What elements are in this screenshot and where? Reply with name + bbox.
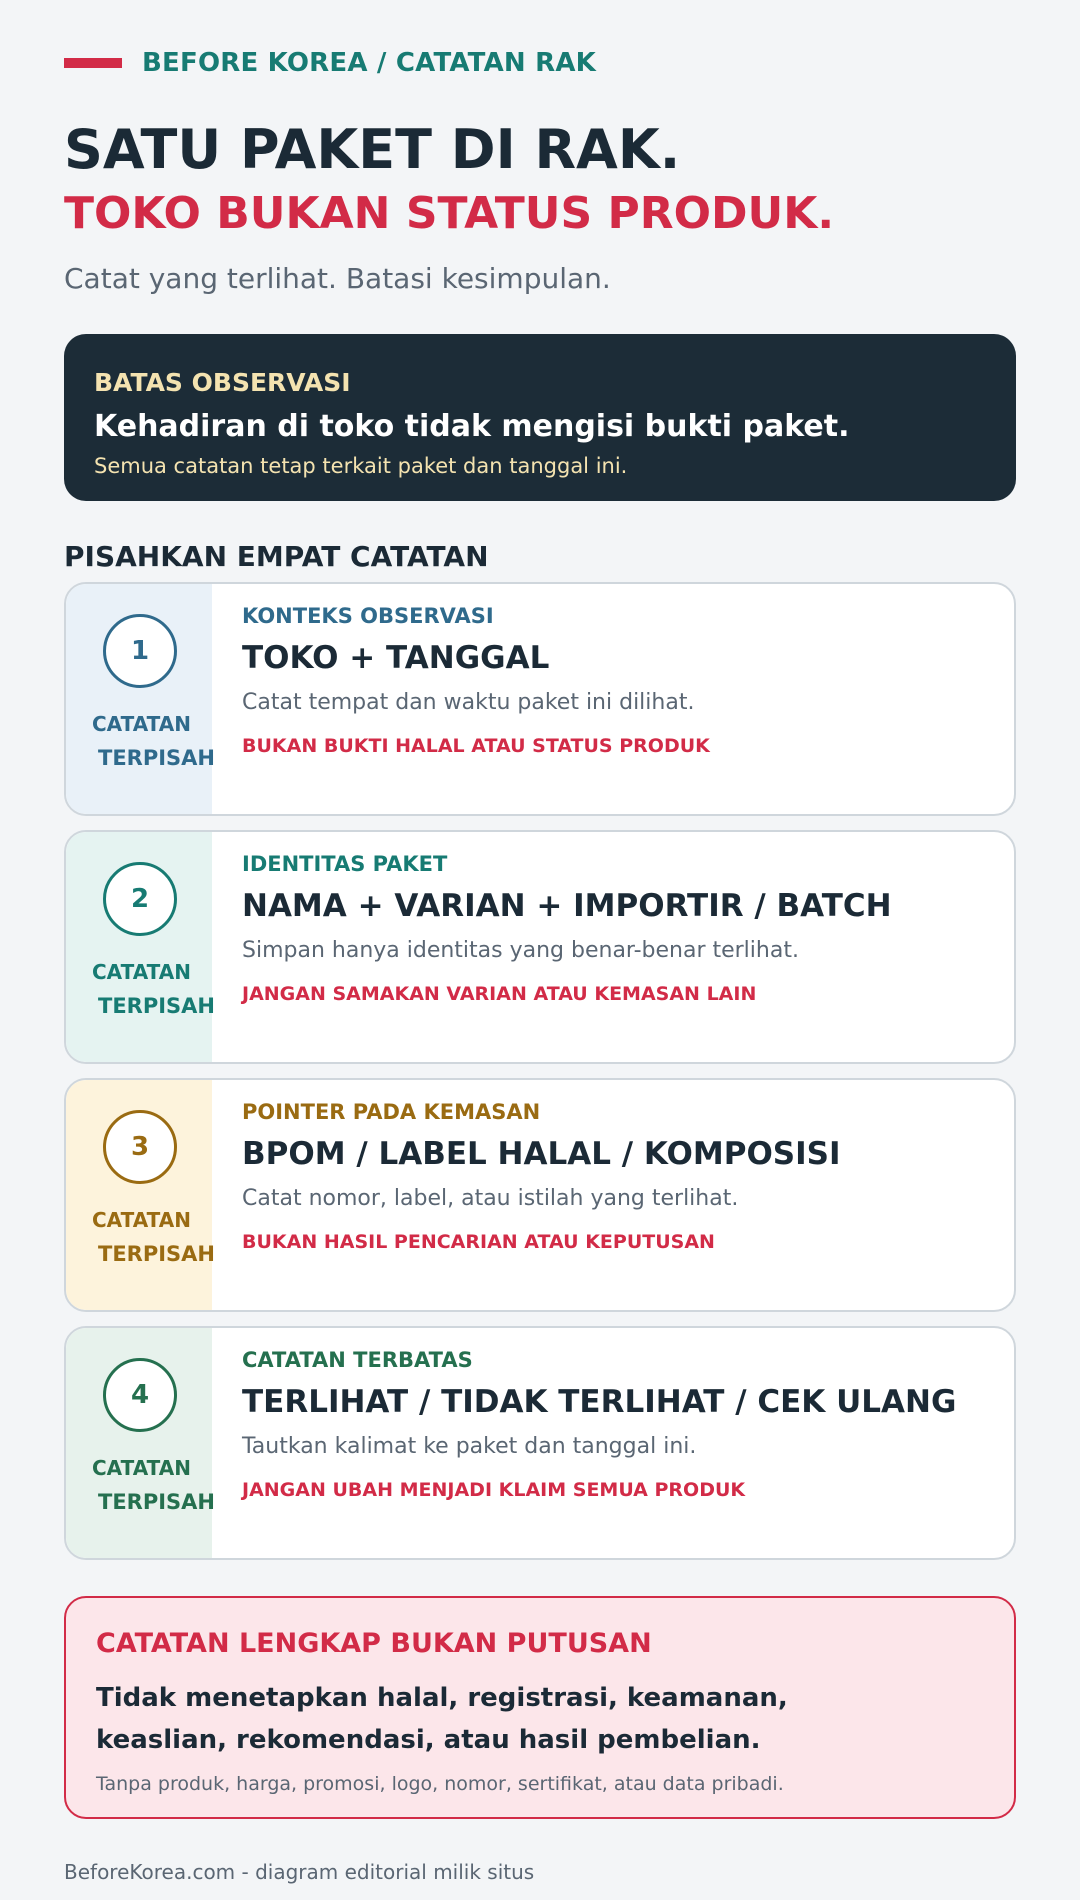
section-title: PISAHKAN EMPAT CATATAN [64,540,489,573]
step-number-badge: 3 [103,1110,177,1184]
page-title-highlight: TOKO BUKAN STATUS PRODUK. [64,188,835,239]
kicker-text: BEFORE KOREA / CATATAN RAK [142,48,597,78]
note-subtext: Tanpa produk, harga, promosi, logo, nomor, sertifikat, atau data pribadi. [96,1773,784,1795]
banner-subtext: Semua catatan tetap terkait paket dan tanggal ini. [94,454,628,478]
kicker [64,48,596,78]
disclaimer-note [64,1596,1016,1819]
card-body [242,1348,994,1501]
footer-credit: BeforeKorea.com - diagram editorial milik situs [64,1860,535,1884]
card-side-panel [66,832,215,1062]
note-card-1 [64,582,1016,816]
card-body [242,852,994,1005]
banner-label: BATAS OBSERVASI [94,368,351,397]
card-title: BPOM / LABEL HALAL / KOMPOSISI [242,1136,841,1172]
step-number-badge: 1 [103,614,177,688]
note-card-3 [64,1078,1016,1312]
card-description: Catat tempat dan waktu paket ini dilihat. [242,690,695,715]
note-title: CATATAN LENGKAP BUKAN PUTUSAN [96,1628,652,1659]
page-title: SATU PAKET DI RAK. [64,118,681,181]
card-category: KONTEKS OBSERVASI [242,604,494,628]
side-label: TERPISAH [98,746,215,770]
card-description: Tautkan kalimat ke paket dan tanggal ini. [242,1434,697,1459]
card-warning: JANGAN UBAH MENJADI KLAIM SEMUA PRODUK [242,1479,746,1501]
card-body [242,604,994,757]
card-category: POINTER PADA KEMASAN [242,1100,541,1124]
note-body-line: keaslian, rekomendasi, atau hasil pembelian. [96,1725,761,1755]
card-category: CATATAN TERBATAS [242,1348,473,1372]
card-warning: BUKAN HASIL PENCARIAN ATAU KEPUTUSAN [242,1231,715,1253]
kicker-accent-bar [64,58,122,68]
side-label: CATATAN [92,1456,191,1480]
side-label: CATATAN [92,1208,191,1232]
side-label: CATATAN [92,712,191,736]
note-card-4 [64,1326,1016,1560]
card-title: TOKO + TANGGAL [242,640,550,676]
card-side-panel [66,1080,215,1310]
card-title: TERLIHAT / TIDAK TERLIHAT / CEK ULANG [242,1384,957,1420]
side-label: TERPISAH [98,1490,215,1514]
side-label: CATATAN [92,960,191,984]
card-title: NAMA + VARIAN + IMPORTIR / BATCH [242,888,892,924]
banner-heading: Kehadiran di toko tidak mengisi bukti paket. [94,409,850,444]
card-description: Catat nomor, label, atau istilah yang terlihat. [242,1186,739,1211]
card-warning: BUKAN BUKTI HALAL ATAU STATUS PRODUK [242,735,710,757]
card-description: Simpan hanya identitas yang benar-benar terlihat. [242,938,799,963]
card-side-panel [66,584,215,814]
note-body-line: Tidak menetapkan halal, registrasi, keamanan, [96,1683,788,1713]
page-subtitle: Catat yang terlihat. Batasi kesimpulan. [64,262,611,295]
side-label: TERPISAH [98,994,215,1018]
step-number-badge: 4 [103,1358,177,1432]
card-side-panel [66,1328,215,1558]
card-category: IDENTITAS PAKET [242,852,448,876]
card-body [242,1100,994,1253]
side-label: TERPISAH [98,1242,215,1266]
note-card-2 [64,830,1016,1064]
step-number-badge: 2 [103,862,177,936]
card-warning: JANGAN SAMAKAN VARIAN ATAU KEMASAN LAIN [242,983,757,1005]
observation-limit-banner [64,334,1016,501]
note-body [96,1677,984,1761]
